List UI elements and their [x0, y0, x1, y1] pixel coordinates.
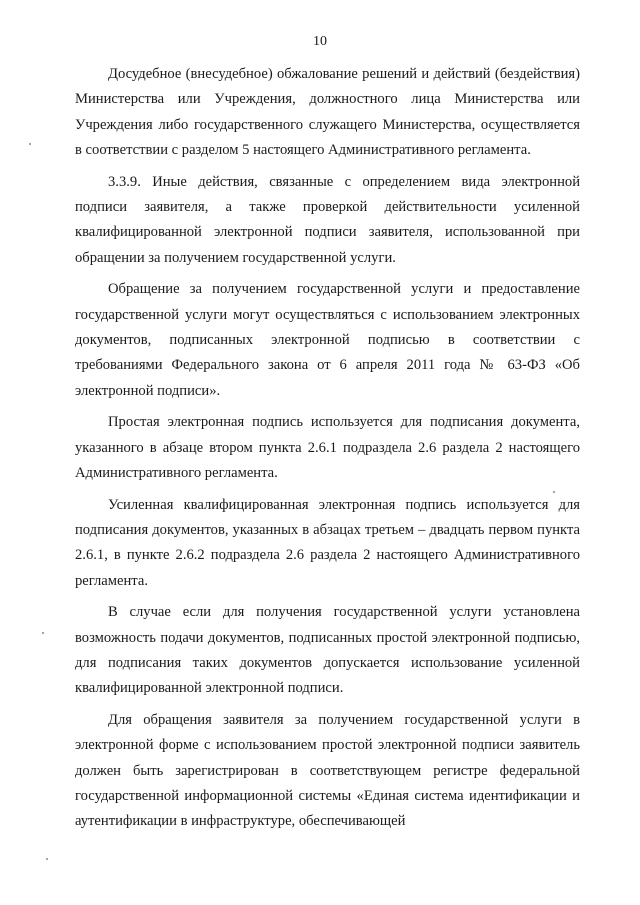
paragraph-simple-signature: Простая электронная подпись используется для подписания документа, указанного в абзаце втором пункта 2.6.1 подраздела 2.6 раздела 2 настоящего Административного регламента.: [75, 414, 580, 482]
scan-speck: [42, 632, 44, 634]
paragraph-esia-registration: Для обращения заявителя за получением государственной услуги в электронной форме с использованием простой электронной подписи заявитель должен быть зарегистрирован в соответствующем регистре федеральной государственной информационной системы «Единая система идентификации и аутентификации в инфраструктуре, обеспечивающей: [75, 711, 580, 830]
document-body: [75, 62, 580, 841]
paragraph-qualified-signature: Усиленная квалифицированная электронная подпись используется для подписания документов, указанных в абзацах третьем – двадцать первом пункта 2.6.1, в пункте 2.6.2 подраздела 2.6 раздела 2 настоящего Административного регламента.: [75, 496, 580, 589]
paragraph-3-3-9: 3.3.9. Иные действия, связанные с определением вида электронной подписи заявителя, а также проверкой действительности усиленной квалифицированной электронной подписи заявителя, использованной при обращении за получением государственной услуги.: [75, 173, 580, 266]
scan-speck: [553, 491, 555, 493]
paragraph-electronic-documents: Обращение за получением государственной услуги и предоставление государственной услуги могут осуществляться с использованием электронных документов, подписанных электронной подписью в соответствии с требованиями Федерального закона от 6 апреля 2011 года № 63-ФЗ «Об электронной подписи».: [75, 281, 580, 399]
page-number: 10: [313, 34, 327, 49]
scan-speck: [46, 858, 48, 860]
scan-speck: [29, 143, 31, 145]
paragraph-signature-substitution: В случае если для получения государственной услуги установлена возможность подачи документов, подписанных простой электронной подписью, для подписания таких документов допускается использование усиленной квалифицированной электронной подписи.: [75, 604, 580, 697]
paragraph-pretrial-appeal: Досудебное (внесудебное) обжалование решений и действий (бездействия) Министерства или Учреждения, должностного лица Министерства или Учреждения либо государственного служащего Министерства, осуществляется в соответствии с разделом 5 настоящего Административного регламента.: [75, 66, 580, 159]
